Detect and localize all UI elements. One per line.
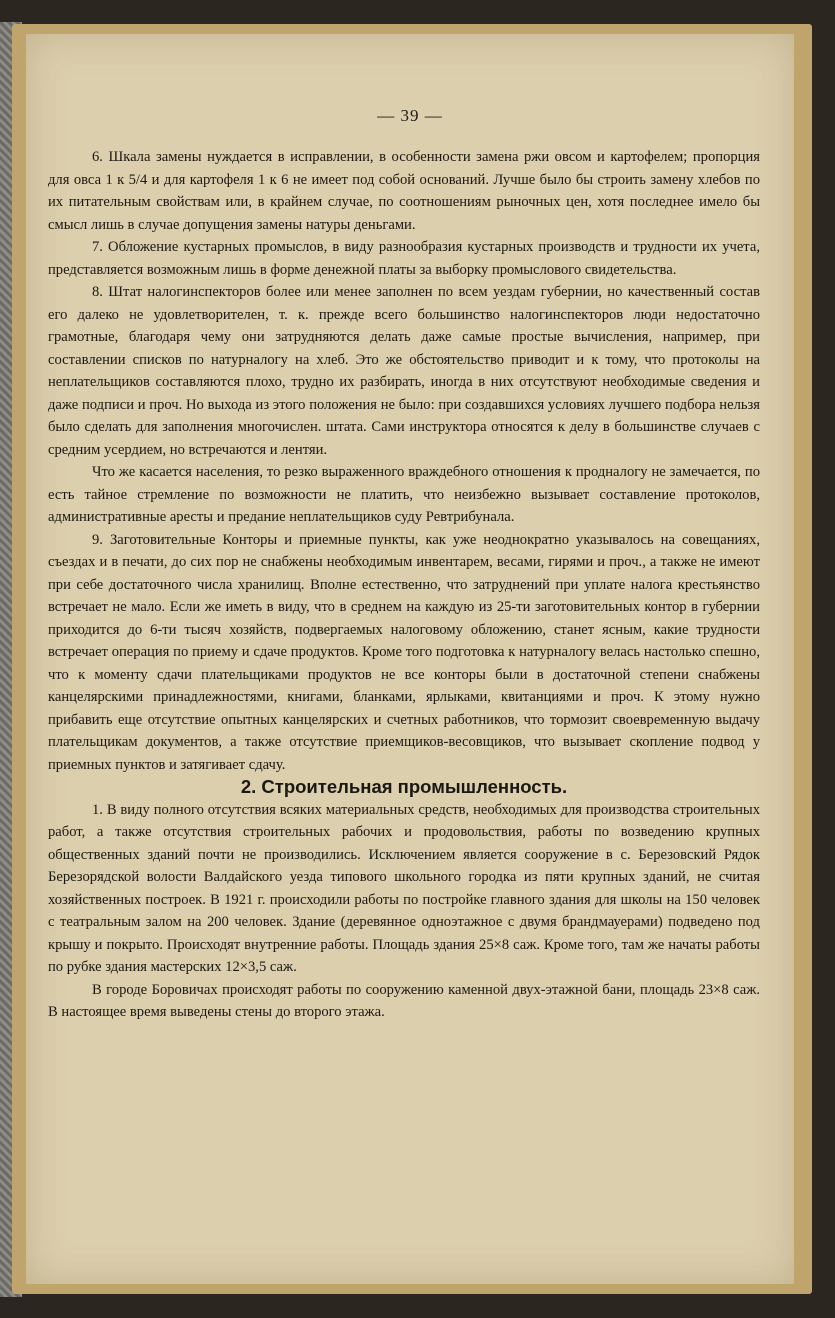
document-page bbox=[26, 34, 794, 1284]
section-heading: 2. Строительная промышленность. bbox=[240, 776, 568, 797]
section-paragraph-2: В городе Боровичах происходят работы по сооружению каменной двух-этажной бани, площадь 23×8 саж. В настоящее время выведены стены до второго этажа. bbox=[48, 981, 760, 1020]
section-paragraph-1: 1. В виду полного отсутствия всяких материальных средств, необходимых для производства строительных работ, а также отсутствия строительных рабочих и продовольствия, работы по возведению крупных общественных зданий почти не производились. Исключением является сооружение в с. Березовский Рядок Березорядской волости Валдайского уезда типового школьного городка из пяти крупных зданий, не считая хозяйственных построек. В 1921 г. происходили работы по постройке главного здания для школы на 150 человек с театральным залом на 200 человек. Здание (деревянное одноэтажное с двумя брандмауерами) подведено под крышу и покрыто. Происходят внутренние работы. Площадь здания 25×8 саж. Кроме того, там же начаты работы по рубке здания мастерских 12×3,5 саж. bbox=[48, 801, 760, 975]
page-number: — 39 — bbox=[377, 106, 443, 125]
paragraph-9: 9. Заготовительные Конторы и приемные пункты, как уже неоднократно указывалось на совещаниях, съездах и в печати, до сих пор не снабжены необходимым инвентарем, весами, гирями и проч., а также не имеют при себе достаточного числа хранилищ. Вполне естественно, что затруднений при уплате налога крестьянство встречает не мало. Если же иметь в виду, что в среднем на каждую из 25-ти заготовительных контор в губернии приходится до 6-ти тысяч хозяйств, подвергаемых налоговому обложению, станет ясным, какие трудности встречает операция по приему и сдаче продуктов. Кроме того подготовка к натурналогу велась настолько спешно, что к моменту сдачи плательщиками продуктов не все конторы были в достаточной степени снабжены канцелярскими принадлежностями, книгами, бланками, ярлыками, квитанциями и проч. К этому нужно прибавить еще отсутствие опытных канцелярских и счетных работников, что тормозит своевременную выдачу плательщикам документов, а также отсутствие приемщиков-весовщиков, что вызывает скопление подвод у приемных пунктов и затягивает сдачу. bbox=[48, 531, 760, 773]
paragraph-8: 8. Штат налогинспекторов более или менее заполнен по всем уездам губернии, но качественный состав его далеко не удовлетворителен, т. к. прежде всего большинство налогинспекторов люди недостаточно грамотные, благодаря чему они затрудняются делать даже самые простые вычисления, например, при составлении списков по натурналогу на хлеб. Это же обстоятельство приводит и к тому, что протоколы на неплательщиков составляются плохо, трудно их разбирать, иногда в них отсутствуют необходимые сведения и даже подписи и проч. Но выхода из этого положения не было: при создавшихся условиях лучшего подбора нельзя было сделать для заполнения многочислен. штата. Сами инструктора относятся к делу в большинстве случаев с средним усердием, но встречаются и лентяи. bbox=[48, 284, 760, 458]
paragraph-7: 7. Обложение кустарных промыслов, в виду разнообразия кустарных производств и трудности их учета, представляется возможным лишь в форме денежной платы за выборку промыслового свидетельства. bbox=[48, 239, 760, 278]
paragraph-population: Что же касается населения, то резко выраженного враждебного отношения к продналогу не замечается, по есть тайное стремление по возможности не платить, что неизбежно вызывает составление протоколов, административные аресты и предание неплательщиков суду Ревтрибунала. bbox=[48, 464, 760, 525]
page-body bbox=[48, 146, 760, 1024]
paragraph-6: 6. Шкала замены нуждается в исправлении, в особенности замена ржи овсом и картофелем; пропорция для овса 1 к 5/4 и для картофеля 1 к 6 не имеет под собой оснований. Лучше было бы строить замену хлебов по их питательным свойствам или, в крайнем случае, по соотношениям рыночных цен, хотя последнее имело бы смысл лишь в случае допущения замены натуры деньгами. bbox=[48, 149, 760, 233]
